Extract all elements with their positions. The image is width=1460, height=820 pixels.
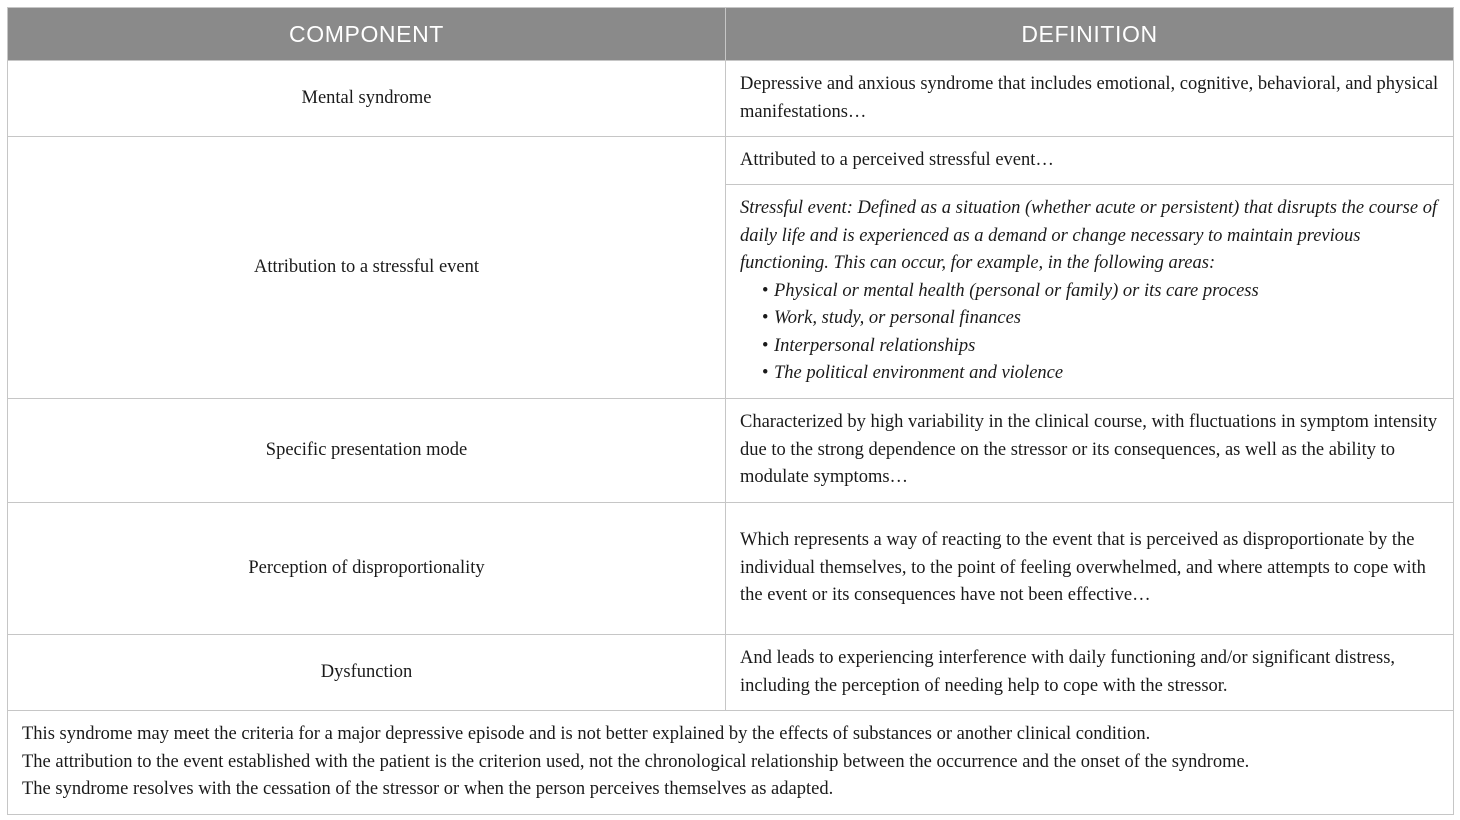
stressful-event-note: Stressful event: Defined as a situation (whether acute or persistent) that disrupts the course of daily life and is experienced as a demand or change necessary to maintain previous functioning. This can occur, for example, in the following areas: xyxy=(740,198,1438,274)
table-row xyxy=(8,399,1454,503)
table-footer-row xyxy=(8,711,1454,815)
list-item: • Physical or mental health (personal or family) or its care process xyxy=(762,278,1439,306)
definition-cell: Which represents a way of reacting to the event that is perceived as disproportionate by the individual themselves, to the point of feeling overwhelmed, and where attempts to cope with the event or its consequences have not been effective… xyxy=(726,503,1454,635)
definition-cell: Depressive and anxious syndrome that includes emotional, cognitive, behavioral, and physical manifestations… xyxy=(726,61,1454,137)
list-item: • The political environment and violence xyxy=(762,360,1439,388)
footnote-line: The attribution to the event established with the patient is the criterion used, not the chronological relationship between the occurrence and the onset of the syndrome. xyxy=(22,751,1250,772)
component-cell: Perception of disproportionality xyxy=(8,503,726,635)
definition-cell: Characterized by high variability in the clinical course, with fluctuations in symptom intensity due to the strong dependence on the stressor or its consequences, as well as the ability to modulate symptoms… xyxy=(726,399,1454,503)
table-row xyxy=(8,61,1454,137)
component-cell: Dysfunction xyxy=(8,635,726,711)
footnote-line: The syndrome resolves with the cessation of the stressor or when the person perceives themselves as adapted. xyxy=(22,779,834,800)
component-cell: Mental syndrome xyxy=(8,61,726,137)
list-item: • Work, study, or personal finances xyxy=(762,305,1439,333)
definition-table xyxy=(7,7,1454,815)
stressor-area-list xyxy=(740,278,1439,388)
table-row xyxy=(8,503,1454,635)
component-cell: Attribution to a stressful event xyxy=(8,137,726,399)
table-row xyxy=(8,137,1454,185)
component-cell: Specific presentation mode xyxy=(8,399,726,503)
stressful-event-note-cell xyxy=(726,185,1454,399)
definition-cell: Attributed to a perceived stressful event… xyxy=(726,137,1454,185)
definition-column-header: DEFINITION xyxy=(726,8,1454,61)
list-item: • Interpersonal relationships xyxy=(762,333,1439,361)
table-header-row xyxy=(8,8,1454,61)
definition-table-container xyxy=(7,7,1453,815)
table-footnote xyxy=(8,711,1454,815)
definition-cell: And leads to experiencing interference with daily functioning and/or significant distress, including the perception of needing help to cope with the stressor. xyxy=(726,635,1454,711)
footnote-line: This syndrome may meet the criteria for a major depressive episode and is not better explained by the effects of substances or another clinical condition. xyxy=(22,724,1151,745)
table-row xyxy=(8,635,1454,711)
component-column-header: COMPONENT xyxy=(8,8,726,61)
